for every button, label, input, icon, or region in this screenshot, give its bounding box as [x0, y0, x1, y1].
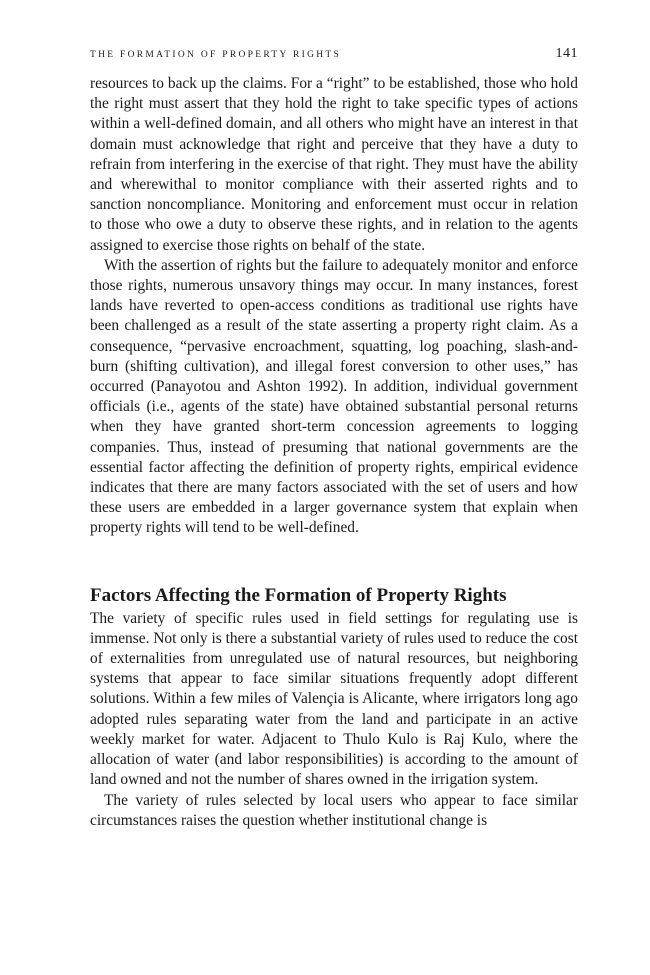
body-paragraph-3: The variety of specific rules used in field settings for regulating use is immense. Not only is there a substantial variety of rules used to reduce the cost of externalities from unregulated use of natural resources, but neighboring systems that appear to face similar situations frequently adopt different solutions. Within a few miles of Valençia is Alicante, where irrigators long ago adopted rules separating water from the land and participate in an active weekly market for water. Adjacent to Thulo Kulo is Raj Kulo, where the allocation of water (and labor responsibilities) is according to the amount of land owned and not the number of shares owned in the irrigation system.	[90, 609, 578, 789]
section-heading: Factors Affecting the Formation of Property Rights	[90, 584, 507, 606]
body-paragraph-2: With the assertion of rights but the failure to adequately monitor and enforce those rights, numerous unsavory things may occur. In many instances, forest lands have reverted to open-access conditions as traditional use rights have been challenged as a result of the state asserting a property right claim. As a consequence, “pervasive encroachment, squatting, log poaching, slash-and-burn (shifting cultivation), and illegal forest conversion to other uses,” has occurred (Panayotou and Ashton 1992). In addition, individual government officials (i.e., agents of the state) have obtained substantial personal returns when they have granted short-term concession agreements to logging companies. Thus, instead of presuming that national governments are the essential factor affecting the definition of property rights, empirical evidence indicates that there are many factors associated with the set of users and how these users are embedded in a larger governance system that explain when property rights will tend to be well-defined.	[90, 256, 578, 537]
running-head	[90, 46, 578, 68]
book-page	[90, 46, 578, 831]
page-number: 141	[555, 46, 578, 61]
body-paragraph-1: resources to back up the claims. For a “right” to be established, those who hold the right must assert that they hold the right to take specific types of actions within a well-defined domain, and all others who might have an interest in that domain must acknowledge that right and perceive that they have a duty to refrain from interfering in the exercise of that right. They must have the ability and wherewithal to monitor compliance with their asserted rights and to sanction noncompliance. Monitoring and enforcement must occur in relation to those who owe a duty to observe these rights, and in relation to the agents assigned to exercise those rights on behalf of the state.	[90, 75, 578, 254]
running-title: THE FORMATION OF PROPERTY RIGHTS	[90, 50, 342, 60]
body-paragraph-4: The variety of rules selected by local users who appear to face similar circumstances raises the question whether institutional change is	[90, 791, 578, 829]
